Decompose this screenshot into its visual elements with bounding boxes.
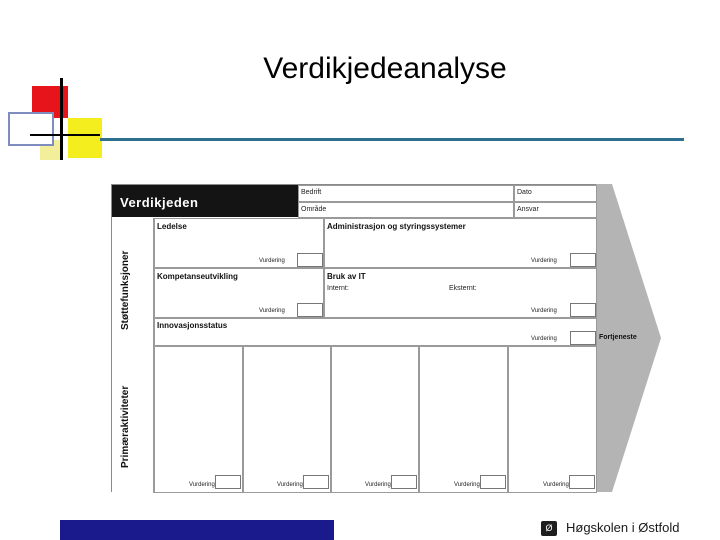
margin-label: Fortjeneste — [599, 334, 637, 341]
kompetanse-cell[interactable] — [154, 268, 324, 318]
form-body — [111, 184, 596, 492]
bruk-it-heading: Bruk av IT — [327, 272, 366, 281]
yellow-square — [68, 118, 102, 158]
innovasjon-heading: Innovasjonsstatus — [157, 321, 228, 330]
title-divider — [100, 138, 684, 141]
primary-column-5[interactable] — [508, 346, 597, 493]
primary-4-score-label: Vurdering — [454, 482, 480, 488]
value-chain-form — [111, 184, 661, 492]
outline-square — [8, 112, 54, 146]
bedrift-label: Bedrift — [301, 189, 322, 196]
administrasjon-score-label: Vurdering — [531, 258, 557, 264]
bedrift-field[interactable] — [298, 185, 514, 202]
primary-2-score-label: Vurdering — [277, 482, 303, 488]
primary-2-score-box[interactable] — [303, 475, 329, 489]
primary-column-3[interactable] — [331, 346, 419, 493]
primary-3-score-label: Vurdering — [365, 482, 391, 488]
primary-band — [112, 346, 154, 493]
bruk-it-cell[interactable] — [324, 268, 597, 318]
primary-5-score-label: Vurdering — [543, 482, 569, 488]
school-logo-icon: Ø — [541, 521, 557, 536]
kompetanse-heading: Kompetanseutvikling — [157, 272, 238, 281]
ansvar-label: Ansvar — [517, 206, 539, 213]
ledelse-score-box[interactable] — [297, 253, 323, 267]
primary-3-score-box[interactable] — [391, 475, 417, 489]
kompetanse-score-box[interactable] — [297, 303, 323, 317]
primary-column-2[interactable] — [243, 346, 331, 493]
bruk-it-score-box[interactable] — [570, 303, 596, 317]
innovasjon-cell[interactable] — [154, 318, 597, 346]
footer-bar — [60, 520, 334, 540]
slide-title: Verdikjedeanalyse — [263, 52, 507, 85]
ledelse-cell[interactable] — [154, 218, 324, 268]
primary-column-4[interactable] — [419, 346, 508, 493]
eksternt-label: Eksternt: — [449, 285, 477, 292]
kompetanse-score-label: Vurdering — [259, 308, 285, 314]
administrasjon-score-box[interactable] — [570, 253, 596, 267]
dato-label: Dato — [517, 189, 532, 196]
bruk-it-score-label: Vurdering — [531, 308, 557, 314]
primary-4-score-box[interactable] — [480, 475, 506, 489]
support-label: Støttefunksjoner — [120, 250, 131, 330]
logo-vertical-line — [60, 78, 63, 160]
primary-column-1[interactable] — [154, 346, 243, 493]
form-header: Verdikjeden — [112, 185, 298, 217]
primary-1-score-label: Vurdering — [189, 482, 215, 488]
dato-field[interactable] — [514, 185, 597, 202]
ledelse-heading: Ledelse — [157, 222, 187, 231]
primary-label: Primæraktiviteter — [120, 385, 131, 468]
primary-1-score-box[interactable] — [215, 475, 241, 489]
innovasjon-score-box[interactable] — [570, 331, 596, 345]
ansvar-field[interactable] — [514, 202, 597, 218]
primary-5-score-box[interactable] — [569, 475, 595, 489]
omrade-field[interactable] — [298, 202, 514, 218]
logo-horizontal-line — [30, 134, 100, 136]
support-band — [112, 218, 154, 346]
omrade-label: Område — [301, 206, 327, 213]
administrasjon-heading: Administrasjon og styringssystemer — [327, 222, 466, 231]
innovasjon-score-label: Vurdering — [531, 336, 557, 342]
administrasjon-cell[interactable] — [324, 218, 597, 268]
institution-name: Høgskolen i Østfold — [566, 520, 680, 535]
internt-label: Internt: — [327, 285, 349, 292]
ledelse-score-label: Vurdering — [259, 258, 285, 264]
